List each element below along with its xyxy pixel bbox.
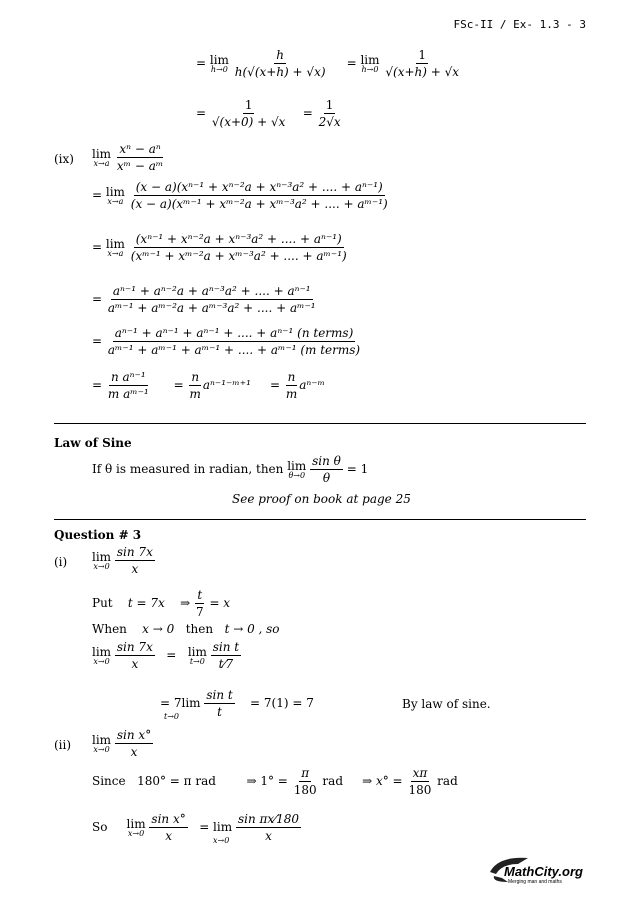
- q3-i-step1: lim x→0 $\frac{\sin 7x}{x}$ = lim t→0 $\frac{\text{sin t}}{t⁄7}$: [92, 640, 240, 671]
- limit-operator: lim x→a: [92, 146, 112, 168]
- q3-i-when: When x → 0 then t → 0 , so: [92, 622, 280, 636]
- fraction: $\frac{x\pi}{180}$: [408, 766, 432, 797]
- limit-operator: lim t→0: [187, 644, 207, 666]
- fraction: $\frac{\text{aⁿ⁻¹ + aⁿ⁻¹ + aⁿ⁻¹ + .... + aⁿ⁻¹ (n terms)}}{\text{aᵐ⁻¹ + aᵐ⁻¹ + aᵐ⁻¹ + .... + aᵐ⁻¹ (m terms)}}$: [107, 326, 361, 357]
- fraction: $\frac{\text{(x − a)(xⁿ⁻¹ + xⁿ⁻²a + xⁿ⁻³a² + .... + aⁿ⁻¹)}}{\text{(x − a)(xᵐ⁻¹ + xᵐ⁻²a + xᵐ⁻³a² + .... + aᵐ⁻¹)}}$: [130, 180, 388, 211]
- limit-operator: lim x→0: [92, 644, 112, 666]
- section-divider: [54, 423, 586, 424]
- law-of-sine-title: Law of Sine: [54, 436, 132, 450]
- limit-operator: lim θ→0: [287, 458, 307, 480]
- limit-subscript: t→0: [164, 712, 180, 721]
- ix-line1: = lim x→a $\frac{\text{(x − a)(xⁿ⁻¹ + xⁿ⁻²a + xⁿ⁻³a² + .... + aⁿ⁻¹)}}{\text{(x − a)(xᵐ⁻¹ + xᵐ⁻²a + xᵐ⁻³a² + .... + aᵐ⁻¹)}}$: [92, 180, 388, 211]
- fraction: $\frac{n}{m}$: [189, 370, 201, 401]
- fraction: $\frac{\text{sin x°}}{x}$: [151, 812, 186, 843]
- limit-operator: lim x→0: [92, 549, 112, 571]
- q3-i-question: [92, 545, 155, 576]
- limit-operator: lim x→0: [126, 816, 146, 838]
- fraction: $\frac{\text{sin θ}}{\theta}$: [312, 454, 341, 485]
- fraction: $\frac{\text{sin t}}{t⁄7}$: [212, 640, 240, 671]
- viii-line1: = lim h→0 $\frac{h}{h(√(x+h) + √x)}$ = lim h→0 $\frac{1}{√(x+h) + √x}$: [196, 48, 460, 79]
- q3-ii-question: [92, 728, 153, 759]
- q3-ii-so: So lim x→0 $\frac{\text{sin x°}}{x}$ = lim $\frac{\text{sin πx⁄180}}{x}$: [92, 812, 300, 843]
- fraction: $\frac{\text{sin t}}{t}$: [206, 688, 233, 719]
- logo-text: MathCity.org: [504, 864, 583, 879]
- limit-operator: lim x→a: [105, 236, 125, 258]
- limit-operator: lim x→a: [105, 184, 125, 206]
- law-of-sine-statement: If θ is measured in radian, then lim θ→0 $\frac{\text{sin θ}}{\theta}$ = 1: [92, 454, 369, 485]
- fraction: $\frac{1}{2√x}$: [318, 98, 341, 129]
- fraction: $\frac{\text{(xⁿ⁻¹ + xⁿ⁻²a + xⁿ⁻³a² + .... + aⁿ⁻¹)}}{\text{(xᵐ⁻¹ + xᵐ⁻²a + xᵐ⁻³a² + .... + aᵐ⁻¹)}}$: [130, 232, 347, 263]
- page-reference: FSc-II / Ex- 1.3 - 3: [453, 18, 586, 31]
- limit-operator: lim h→0: [360, 52, 380, 74]
- part-ii-label: (ii): [54, 738, 72, 752]
- section-divider: [54, 519, 586, 520]
- question-title: Question # 3: [54, 528, 142, 542]
- limit-operator: lim h→0: [209, 52, 229, 74]
- fraction: $\frac{t}{7}$: [195, 588, 204, 619]
- fraction: $\frac{1}{√(x+h) + √x}$: [385, 48, 460, 79]
- fraction: $\frac{\sin 7x}{x}$: [116, 640, 153, 671]
- part-ix-label: (ix): [54, 152, 74, 166]
- logo-tagline: Merging man and maths: [508, 879, 562, 885]
- fraction: $\frac{\text{aⁿ⁻¹ + aⁿ⁻²a + aⁿ⁻³a² + .... + aⁿ⁻¹}}{\text{aᵐ⁻¹ + aᵐ⁻²a + aᵐ⁻³a² + .... + aᵐ⁻¹}}$: [107, 284, 316, 315]
- fraction: $\frac{n}{m}$: [285, 370, 298, 401]
- fraction: $\frac{\pi}{180}$: [293, 766, 317, 797]
- fraction: $\frac{\sin 7x}{x}$: [116, 545, 153, 576]
- viii-line2: = $\frac{1}{√(x+0) + √x}$ = $\frac{1}{2√x}$: [196, 98, 341, 129]
- fraction: $\frac{\text{sin πx⁄180}}{x}$: [237, 812, 300, 843]
- ix-line4: = $\frac{\text{aⁿ⁻¹ + aⁿ⁻¹ + aⁿ⁻¹ + .... + aⁿ⁻¹ (n terms)}}{\text{aᵐ⁻¹ + aᵐ⁻¹ + aᵐ⁻¹ + .... + aᵐ⁻¹ (m terms)}}$: [92, 326, 361, 357]
- ix-line2: = lim x→a $\frac{\text{(xⁿ⁻¹ + xⁿ⁻²a + xⁿ⁻³a² + .... + aⁿ⁻¹)}}{\text{(xᵐ⁻¹ + xᵐ⁻²a + xᵐ⁻³a² + .... + aᵐ⁻¹)}}$: [92, 232, 347, 263]
- q3-i-reason: By law of sine.: [402, 697, 491, 711]
- fraction: $\frac{1}{√(x+0) + √x}$: [211, 98, 286, 129]
- ix-line5: = $\frac{\text{n aⁿ⁻¹}}{\text{m aᵐ⁻¹}}$ = $\frac{n}{m}$ aⁿ⁻¹⁻ᵐ⁺¹ = $\frac{n}{m}$ aⁿ⁻ᵐ: [92, 370, 325, 401]
- limit-operator: lim x→0: [92, 732, 112, 754]
- q3-ii-since: Since 180° = π rad ⇒ 1° = $\frac{\pi}{180}$ rad ⇒ x° = $\frac{x\pi}{180}$ rad: [92, 766, 458, 797]
- q3-i-substitution: Put t = 7x ⇒ $\frac{t}{7}$ = x: [92, 588, 231, 619]
- limit-subscript: x→0: [213, 836, 230, 845]
- ix-line3: = $\frac{\text{aⁿ⁻¹ + aⁿ⁻²a + aⁿ⁻³a² + .... + aⁿ⁻¹}}{\text{aᵐ⁻¹ + aᵐ⁻²a + aᵐ⁻³a² + .... + aᵐ⁻¹}}$: [92, 284, 316, 315]
- fraction: $\frac{\text{n aⁿ⁻¹}}{\text{m aᵐ⁻¹}}$: [107, 370, 149, 401]
- mathcity-logo: [488, 852, 592, 888]
- fraction: $\frac{\text{xⁿ − aⁿ}}{\text{xᵐ − aᵐ}}$: [116, 142, 164, 173]
- fraction: $\frac{\text{sin x°}}{x}$: [116, 728, 152, 759]
- part-i-label: (i): [54, 555, 68, 569]
- proof-note: See proof on book at page 25: [232, 492, 411, 506]
- ix-line0: [92, 142, 165, 173]
- fraction: $\frac{h}{h(√(x+h) + √x)}$: [234, 48, 326, 79]
- q3-i-step2: = 7lim $\frac{\text{sin t}}{t}$ = 7(1) = 7: [160, 688, 314, 719]
